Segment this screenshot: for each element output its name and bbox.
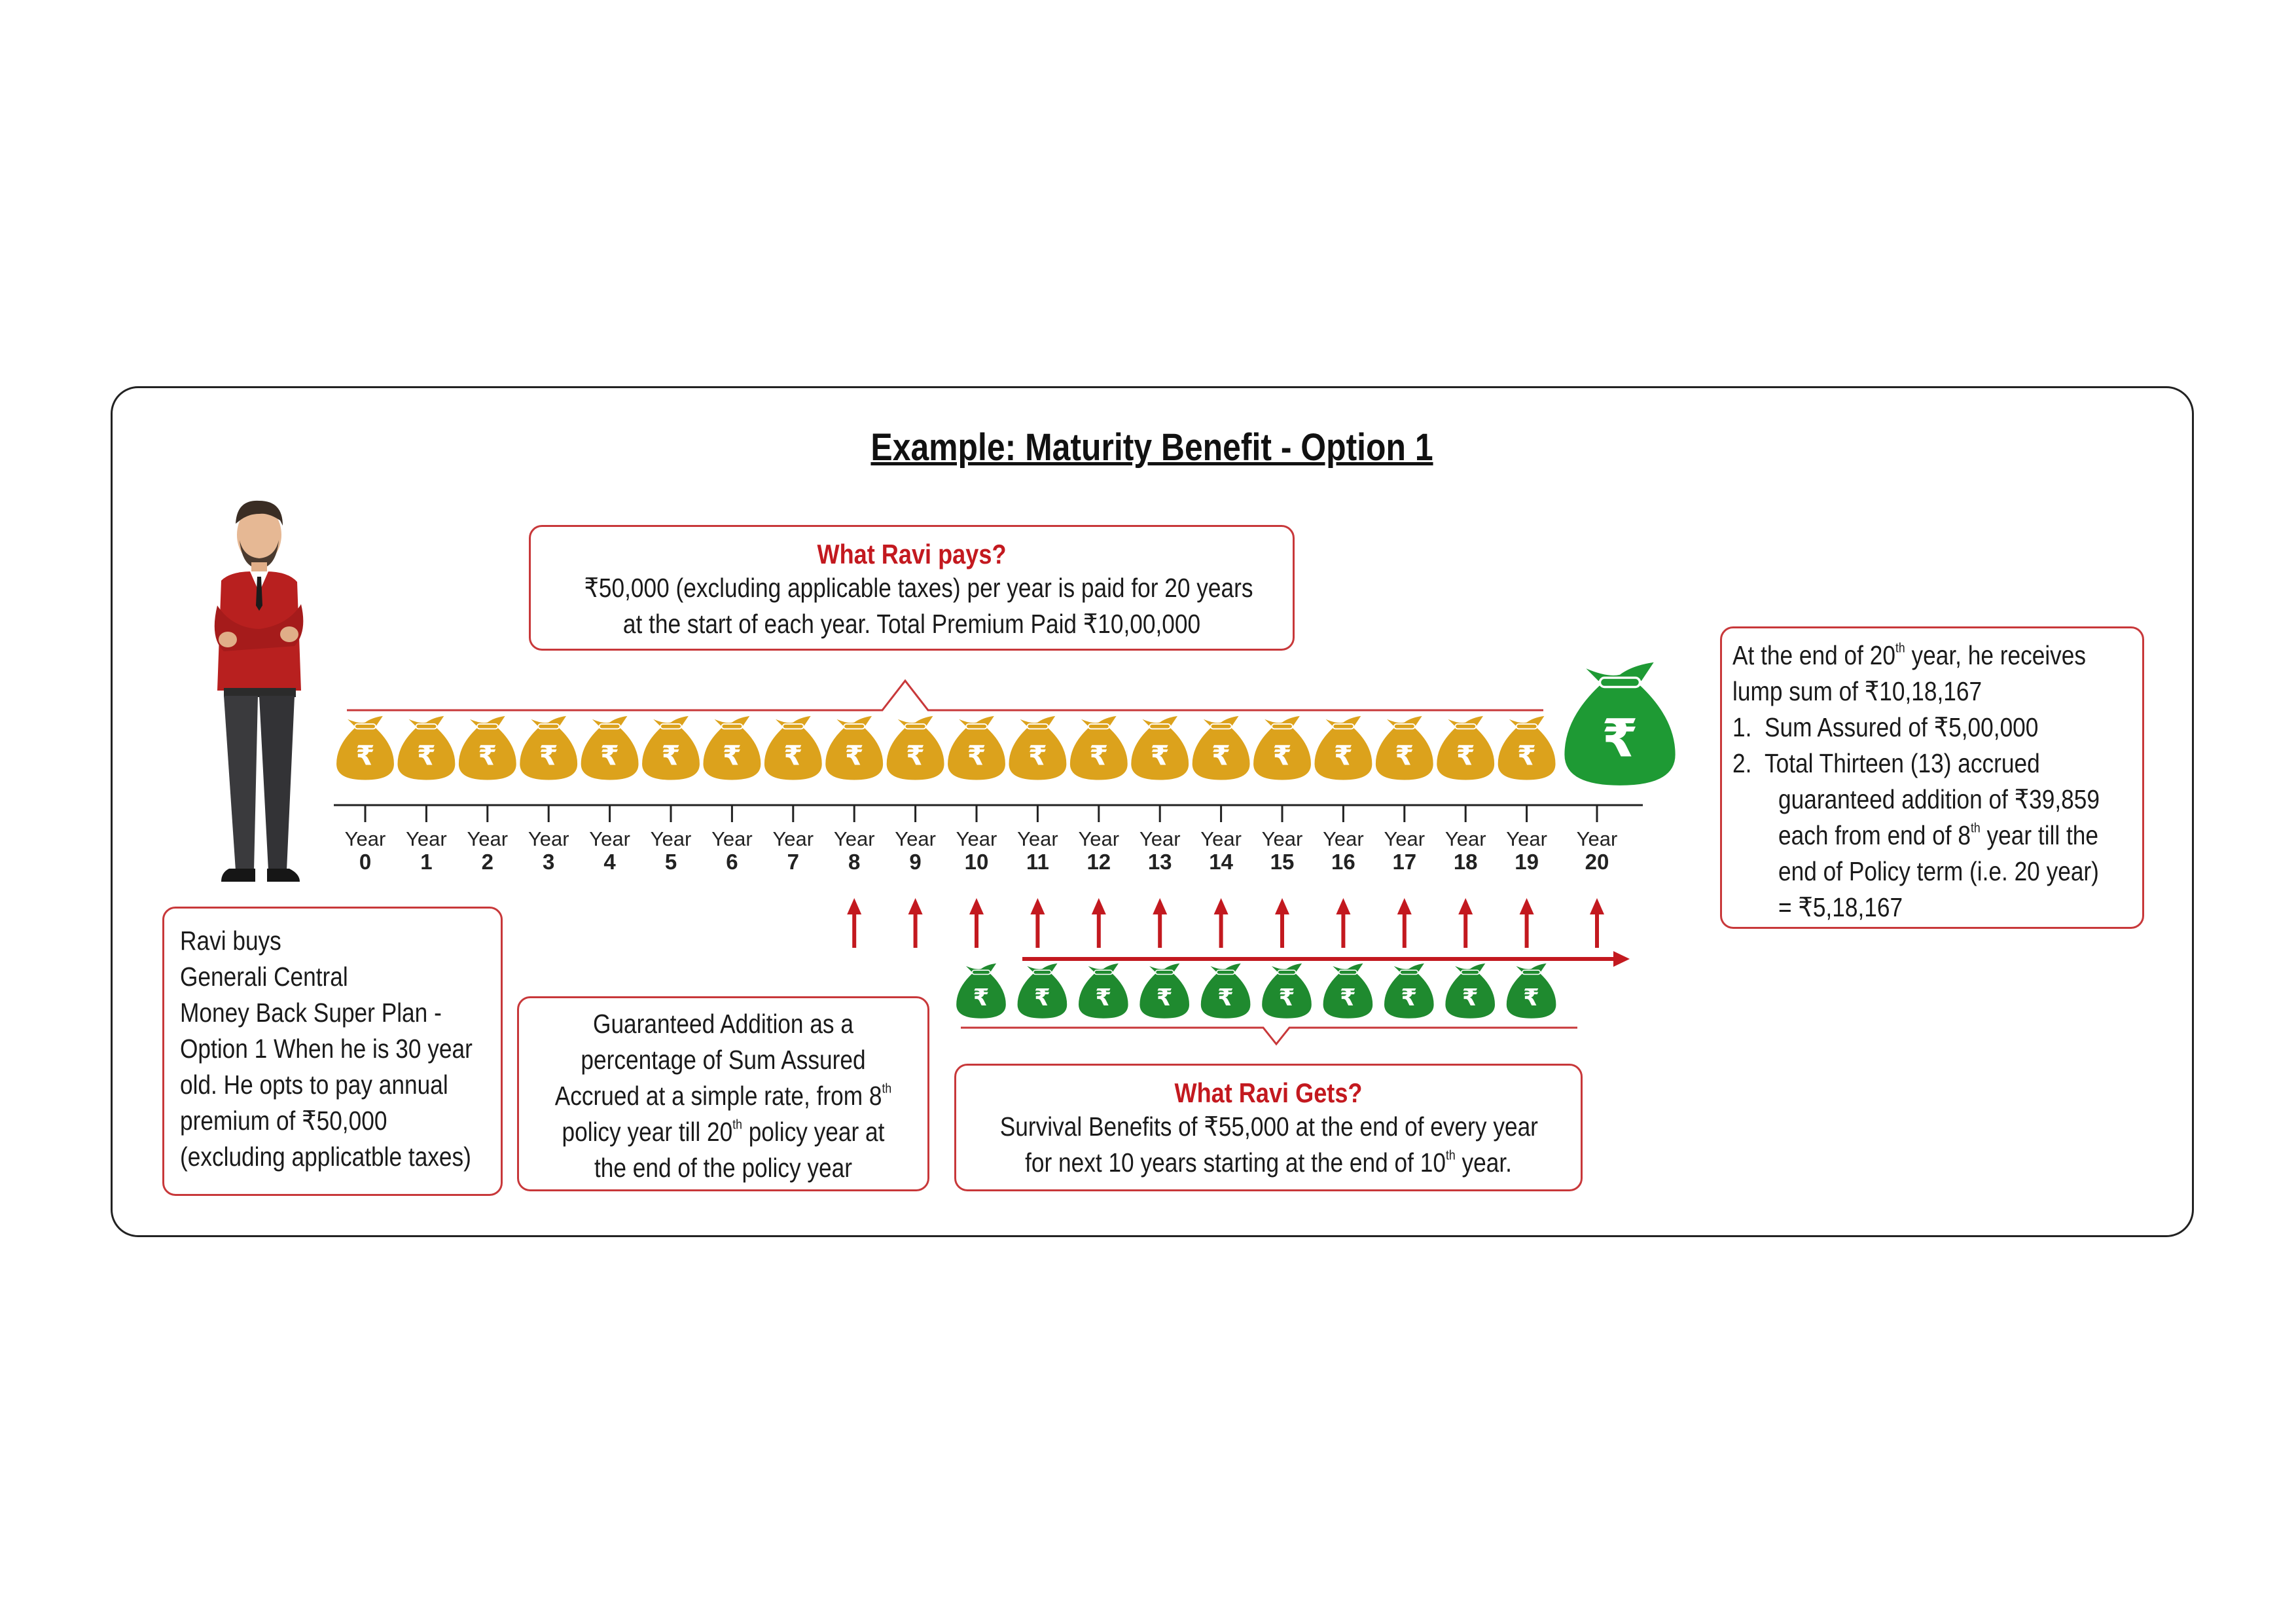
- ga-line-4-sup: th: [732, 1117, 742, 1132]
- premium-bag-year-18: [1437, 716, 1494, 780]
- pays-heading: What Ravi pays?: [817, 539, 1007, 569]
- tick-value-year-1: 1: [420, 850, 433, 874]
- survival-bag-year-11: [1018, 964, 1067, 1019]
- gets-line-2: [1000, 1145, 1537, 1181]
- ga-arrow-year-9: [908, 898, 923, 948]
- survival-bag-year-12: [1079, 964, 1128, 1019]
- maturity-item-2-num: 2.: [1732, 748, 1752, 778]
- premium-bag-year-9: [887, 716, 944, 780]
- ga-line-5: the end of the policy year: [594, 1153, 852, 1183]
- tick-label-year-2: Year: [467, 827, 509, 850]
- tick-value-year-10: 10: [964, 850, 989, 874]
- tick-label-year-18: Year: [1444, 827, 1486, 850]
- survival-bag-year-16-rupee: ₹: [1339, 984, 1356, 1011]
- survival-bag-year-13: [1139, 964, 1189, 1019]
- tick-value-year-17: 17: [1392, 850, 1417, 874]
- tick-value-year-6: 6: [726, 850, 738, 874]
- ga-arrow-year-18: [1458, 898, 1473, 948]
- tick-label-year-19: Year: [1506, 827, 1547, 850]
- survival-bag-year-19: [1507, 964, 1556, 1019]
- tick-value-year-9: 9: [909, 850, 922, 874]
- ravi-line-7: (excluding applicatble taxes): [180, 1142, 471, 1172]
- tick-label-year-20: Year: [1576, 827, 1618, 850]
- ravi-line-2: Generali Central: [180, 962, 348, 992]
- premium-bag-year-17-rupee: ₹: [1395, 739, 1414, 772]
- survival-bag-year-18-rupee: ₹: [1462, 984, 1479, 1011]
- premium-bag-year-14: [1193, 716, 1250, 780]
- premium-bag-year-11: [1009, 716, 1066, 780]
- ravi-line-1: Ravi buys: [180, 926, 281, 956]
- premium-bag-year-10: [948, 716, 1005, 780]
- ga-arrow-year-11: [1030, 898, 1045, 948]
- gets-line-2-b: year.: [1455, 1147, 1512, 1178]
- survival-bag-year-10: [956, 964, 1006, 1019]
- maturity-item-2-l4: end of Policy term (i.e. 20 year): [1778, 856, 2099, 886]
- tick-value-year-3: 3: [543, 850, 555, 874]
- maturity-item-2-l3: [1778, 818, 2098, 854]
- ga-line-2: percentage of Sum Assured: [581, 1045, 866, 1075]
- ga-arrow-year-13: [1153, 898, 1167, 948]
- tick-label-year-15: Year: [1261, 827, 1303, 850]
- tick-value-year-8: 8: [848, 850, 861, 874]
- maturity-item-1-text: Sum Assured of ₹5,00,000: [1765, 712, 2039, 742]
- survival-bag-year-14-rupee: ₹: [1217, 984, 1234, 1011]
- gets-line-2-a: for next 10 years starting at the end of 10: [1025, 1147, 1446, 1178]
- premium-bag-year-1: [397, 716, 455, 780]
- maturity-bag: [1564, 662, 1675, 785]
- tick-value-year-7: 7: [787, 850, 799, 874]
- ga-arrow-year-17: [1397, 898, 1412, 948]
- ravi-buys-box: [162, 907, 503, 1196]
- ga-line-3-a: Accrued at a simple rate, from 8: [554, 1081, 882, 1111]
- premium-bag-year-3-rupee: ₹: [539, 739, 558, 772]
- premium-bag-year-3: [520, 716, 577, 780]
- maturity-line-1: [1732, 638, 2086, 674]
- premium-bracket: [347, 681, 1543, 710]
- maturity-item-2: [1732, 746, 2040, 782]
- maturity-line-1-sup: th: [1895, 640, 1905, 656]
- pays-line-2: at the start of each year. Total Premium Paid ₹10,00,000: [622, 609, 1201, 639]
- ga-arrow-year-14: [1214, 898, 1229, 948]
- survival-bag-year-16: [1323, 964, 1373, 1019]
- premium-bag-year-8-rupee: ₹: [844, 739, 864, 772]
- what-ravi-pays-box: [529, 525, 1295, 651]
- gets-line-1: Survival Benefits of ₹55,000 at the end of every year: [999, 1111, 1538, 1142]
- maturity-item-2-l2: guaranteed addition of ₹39,859: [1778, 784, 2100, 814]
- maturity-item-2-l3-sup: th: [1971, 820, 1981, 836]
- tick-value-year-2: 2: [481, 850, 493, 874]
- page-title: Example: Maturity Benefit - Option 1: [870, 426, 1433, 469]
- tick-value-year-11: 11: [1026, 850, 1049, 874]
- survival-bag-year-10-rupee: ₹: [973, 984, 990, 1011]
- premium-bag-year-15-rupee: ₹: [1272, 739, 1292, 772]
- tick-label-year-6: Year: [711, 827, 753, 850]
- ga-arrow-year-15: [1275, 898, 1289, 948]
- premium-bag-year-18-rupee: ₹: [1456, 739, 1475, 772]
- ga-arrow-year-19: [1520, 898, 1534, 948]
- ga-line-3-sup: th: [882, 1081, 892, 1096]
- maturity-item-2-l3-a: each from end of 8: [1778, 820, 1971, 850]
- tick-value-year-19: 19: [1515, 850, 1539, 874]
- survival-bag-year-15-rupee: ₹: [1278, 984, 1295, 1011]
- ga-line-4-a: policy year till 20: [562, 1117, 733, 1147]
- survival-bracket: [961, 1028, 1577, 1044]
- tick-label-year-11: Year: [1017, 827, 1058, 850]
- premium-bag-year-16: [1314, 716, 1372, 780]
- ravi-line-3: Money Back Super Plan -: [180, 998, 442, 1028]
- premium-bag-year-11-rupee: ₹: [1028, 739, 1047, 772]
- survival-bag-year-17-rupee: ₹: [1401, 984, 1418, 1011]
- premium-bag-year-9-rupee: ₹: [906, 739, 925, 772]
- ga-arrow-year-8: [847, 898, 861, 948]
- tick-value-year-5: 5: [664, 850, 677, 874]
- premium-bag-year-2-rupee: ₹: [478, 739, 497, 772]
- premium-bag-year-8: [825, 716, 883, 780]
- premium-bag-year-7: [764, 716, 822, 780]
- premium-bag-year-13-rupee: ₹: [1150, 739, 1170, 772]
- survival-bag-year-14: [1201, 964, 1251, 1019]
- what-ravi-gets-box: [954, 1064, 1583, 1191]
- premium-bag-year-5: [642, 716, 700, 780]
- ga-arrow-year-16: [1336, 898, 1350, 948]
- premium-bag-year-12-rupee: ₹: [1089, 739, 1109, 772]
- premium-bag-year-17: [1376, 716, 1433, 780]
- maturity-line-1-a: At the end of 20: [1732, 640, 1895, 670]
- ravi-line-6: premium of ₹50,000: [180, 1106, 387, 1136]
- premium-bag-year-1-rupee: ₹: [416, 739, 436, 772]
- survival-bag-year-19-rupee: ₹: [1523, 984, 1540, 1011]
- tick-label-year-13: Year: [1139, 827, 1181, 850]
- tick-value-year-16: 16: [1331, 850, 1355, 874]
- ga-line-4: [548, 1114, 899, 1150]
- premium-bag-year-4: [581, 716, 639, 780]
- ravi-line-5: old. He opts to pay annual: [180, 1070, 448, 1100]
- tick-label-year-1: Year: [406, 827, 447, 850]
- ga-line-4-b: policy year at: [742, 1117, 885, 1147]
- tick-label-year-4: Year: [589, 827, 630, 850]
- ga-arrow-year-12: [1092, 898, 1106, 948]
- premium-bag-year-19-rupee: ₹: [1517, 739, 1537, 772]
- survival-bag-year-15: [1262, 964, 1312, 1019]
- tick-value-year-20: 20: [1585, 850, 1609, 874]
- ravi-line-4: Option 1 When he is 30 year: [180, 1034, 473, 1064]
- tick-value-year-4: 4: [603, 850, 616, 874]
- premium-bag-year-2: [459, 716, 516, 780]
- premium-bag-year-13: [1131, 716, 1189, 780]
- survival-bag-year-17: [1384, 964, 1434, 1019]
- ga-line-1: Guaranteed Addition as a: [593, 1009, 853, 1039]
- tick-label-year-16: Year: [1323, 827, 1364, 850]
- premium-bag-year-5-rupee: ₹: [661, 739, 681, 772]
- tick-label-year-9: Year: [895, 827, 936, 850]
- survival-bag-year-11-rupee: ₹: [1033, 984, 1050, 1011]
- ga-line-3: [548, 1078, 899, 1114]
- maturity-details-box: [1720, 626, 2144, 929]
- premium-bag-year-16-rupee: ₹: [1333, 739, 1353, 772]
- tick-value-year-13: 13: [1147, 850, 1172, 874]
- maturity-item-1-num: 1.: [1732, 712, 1752, 742]
- gets-heading: What Ravi Gets?: [1174, 1077, 1363, 1108]
- premium-bag-year-7-rupee: ₹: [783, 739, 803, 772]
- tick-label-year-7: Year: [772, 827, 814, 850]
- maturity-line-1-b: year, he receives: [1905, 640, 2087, 670]
- premium-bag-year-0-rupee: ₹: [355, 739, 375, 772]
- survival-bag-year-13-rupee: ₹: [1156, 984, 1173, 1011]
- premium-bag-year-6: [703, 716, 761, 780]
- tick-label-year-17: Year: [1384, 827, 1426, 850]
- survival-arrow-head: [1613, 951, 1630, 967]
- maturity-item-2-l3-b: year till the: [1980, 820, 2099, 850]
- tick-label-year-0: Year: [344, 827, 386, 850]
- premium-bag-year-10-rupee: ₹: [967, 739, 986, 772]
- premium-bag-year-19: [1498, 716, 1556, 780]
- tick-label-year-12: Year: [1078, 827, 1120, 850]
- maturity-line-2: lump sum of ₹10,18,167: [1732, 676, 1982, 706]
- premium-bag-year-14-rupee: ₹: [1211, 739, 1231, 772]
- maturity-item-2-l5: = ₹5,18,167: [1778, 892, 1903, 922]
- guaranteed-addition-box: [517, 996, 929, 1191]
- ga-arrow-year-20: [1590, 898, 1604, 948]
- tick-value-year-14: 14: [1209, 850, 1233, 874]
- tick-label-year-14: Year: [1200, 827, 1242, 850]
- pays-line-1: ₹50,000 (excluding applicable taxes) per year is paid for 20 years: [584, 573, 1253, 603]
- tick-label-year-8: Year: [833, 827, 875, 850]
- gets-line-2-sup: th: [1445, 1147, 1456, 1163]
- tick-value-year-18: 18: [1453, 850, 1478, 874]
- survival-bag-year-18: [1445, 964, 1495, 1019]
- survival-bag-year-12-rupee: ₹: [1095, 984, 1112, 1011]
- premium-bag-year-6-rupee: ₹: [722, 739, 742, 772]
- premium-bag-year-12: [1070, 716, 1128, 780]
- premium-bag-year-4-rupee: ₹: [600, 739, 620, 772]
- premium-bag-year-15: [1253, 716, 1311, 780]
- maturity-item-1: [1732, 710, 2038, 746]
- tick-label-year-5: Year: [650, 827, 692, 850]
- tick-value-year-12: 12: [1086, 850, 1111, 874]
- premium-bag-year-0: [336, 716, 394, 780]
- maturity-item-2-l1: Total Thirteen (13) accrued: [1765, 748, 2040, 778]
- tick-label-year-3: Year: [528, 827, 569, 850]
- maturity-bag-rupee: ₹: [1602, 708, 1638, 769]
- tick-label-year-10: Year: [956, 827, 997, 850]
- ga-arrow-year-10: [969, 898, 984, 948]
- tick-value-year-15: 15: [1270, 850, 1295, 874]
- tick-value-year-0: 0: [359, 850, 372, 874]
